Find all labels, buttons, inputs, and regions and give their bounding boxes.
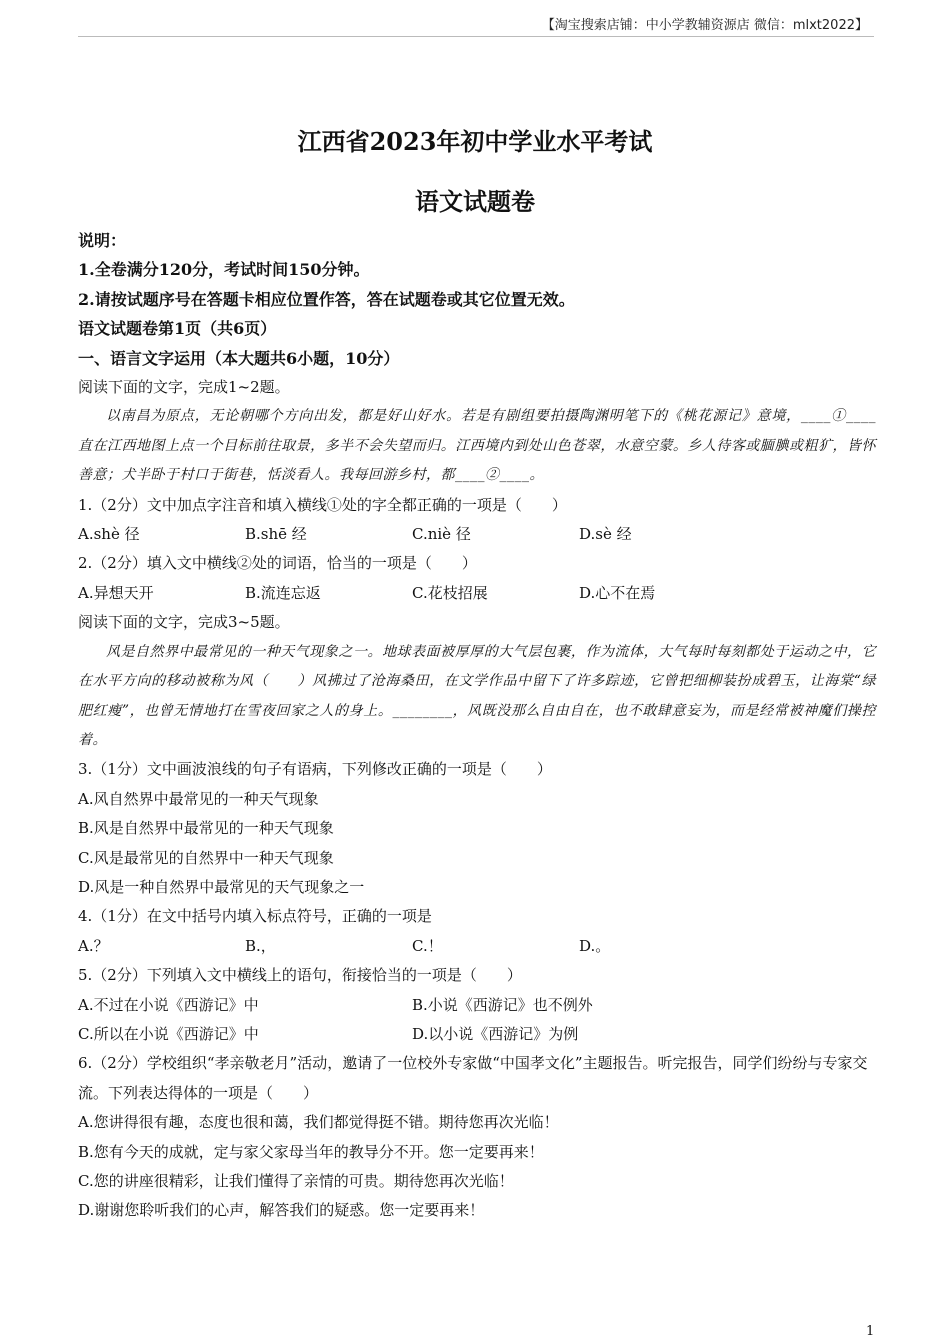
q3-option-d: D.风是一种自然界中最常见的天气现象之一	[78, 877, 365, 896]
q6-option-d: D.谢谢您聆听我们的心声，解答我们的疑惑。您一定要再来！	[78, 1201, 485, 1220]
page-info: 语文试题卷第1页（共6页）	[78, 319, 277, 339]
q1-option-b: B.shē 经	[245, 525, 307, 544]
q3-option-b: B.风是自然界中最常见的一种天气现象	[78, 819, 334, 838]
q3-stem: 3.（1分）文中画波浪线的句子有语病，下列修改正确的一项是（ ）	[78, 760, 552, 779]
instruction-2: 2.请按试题序号在答题卡相应位置作答，答在试题卷或其它位置无效。	[78, 289, 575, 309]
exam-title: 江西省2023年初中学业水平考试	[297, 127, 653, 156]
q1-option-a: A.shè 径	[78, 525, 140, 544]
exam-subtitle: 语文试题卷	[415, 187, 535, 216]
q4-option-b: B.，	[245, 936, 276, 955]
q4-option-c: C.！	[412, 936, 443, 955]
q2-stem: 2.（2分）填入文中横线②处的词语，恰当的一项是（ ）	[78, 554, 477, 573]
q5-stem: 5.（2分）下列填入文中横线上的语句，衔接恰当的一项是（ ）	[78, 966, 522, 985]
q5-option-b: B.小说《西游记》也不例外	[412, 995, 593, 1014]
section-heading: 一、语言文字运用（本大题共6小题，10分）	[78, 348, 400, 368]
q2-options	[78, 579, 876, 608]
instructions-label: 说明：	[78, 231, 127, 250]
q5-options-row2	[78, 1020, 876, 1049]
q6-stem: 6.（2分）学校组织“孝亲敬老月”活动，邀请了一位校外专家做“中国孝文化”主题报告。听完报告，同学们纷纷与专家交流。下列表达得体的一项是（ ）	[78, 1054, 868, 1102]
page-header-note: 【淘宝搜索店铺：中小学教辅资源店 微信：mlxt2022】	[541, 18, 868, 33]
q4-options	[78, 932, 876, 961]
q2-option-c: C.花枝招展	[412, 583, 488, 602]
q2-option-b: B.流连忘返	[245, 583, 321, 602]
q6-option-b: B.您有今天的成就，定与家父家母当年的教导分不开。您一定要再来！	[78, 1142, 544, 1161]
q1-option-d: D.sè 经	[579, 525, 632, 544]
reading1-intro: 阅读下面的文字，完成1~2题。	[78, 378, 290, 397]
q4-option-a: A.？	[78, 936, 109, 955]
q5-option-d: D.以小说《西游记》为例	[412, 1024, 579, 1043]
q2-option-a: A.异想天开	[78, 583, 154, 602]
reading2-intro: 阅读下面的文字，完成3~5题。	[78, 613, 290, 632]
q5-options-row1	[78, 991, 876, 1020]
instruction-1: 1.全卷满分120分，考试时间150分钟。	[78, 260, 370, 280]
q1-stem: 1.（2分）文中加点字注音和填入横线①处的字全都正确的一项是（ ）	[78, 495, 567, 514]
q2-option-d: D.心不在焉	[579, 583, 656, 602]
q3-option-a: A.风自然界中最常见的一种天气现象	[78, 789, 319, 808]
q6-option-c: C.您的讲座很精彩，让我们懂得了亲情的可贵。期待您再次光临！	[78, 1172, 514, 1190]
q4-option-d: D.。	[579, 936, 611, 955]
page-number: 1	[866, 1324, 875, 1339]
q5-option-c: C.所以在小说《西游记》中	[78, 1024, 259, 1043]
q1-option-c: C.niè 径	[412, 525, 471, 544]
q4-stem: 4.（1分）在文中括号内填入标点符号，正确的一项是	[78, 907, 432, 926]
reading2-passage: 风是自然界中最常见的一种天气现象之一。地球表面被厚厚的大气层包裹，作为流体，大气每时每刻都处于运动之中，它在水平方向的移动被称为风（ ）风拂过了沧海桑田，在文学作品中留下了许多踪迹，它曾把细柳装扮成碧玉，让海棠“绿肥红瘦”，也曾无情地打在雪夜回家之人的身上。________，风既没那么自由自在，也不敢肆意妄为，而是经常被神魔们操控着。	[78, 643, 876, 748]
header-rule	[78, 36, 874, 37]
reading1-passage: 以南昌为原点，无论朝哪个方向出发，都是好山好水。若是有剧组要拍摄陶渊明笔下的《桃花源记》意境，____①____直在江西地图上点一个目标前往取景，多半不会失望而归。江西境内到处山色苍翠，水意空蒙。乡人待客或腼腆或粗犷，皆怀善意；犬半卧于村口于街巷，恬淡看人。我每回游乡村，都____②____。	[78, 408, 876, 484]
q6-option-a: A.您讲得很有趣，态度也很和蔼，我们都觉得挺不错。期待您再次光临！	[78, 1113, 559, 1132]
q1-options	[78, 520, 876, 549]
exam-content	[78, 226, 876, 1226]
q5-option-a: A.不过在小说《西游记》中	[78, 995, 259, 1014]
q3-option-c: C.风是最常见的自然界中一种天气现象	[78, 848, 334, 867]
